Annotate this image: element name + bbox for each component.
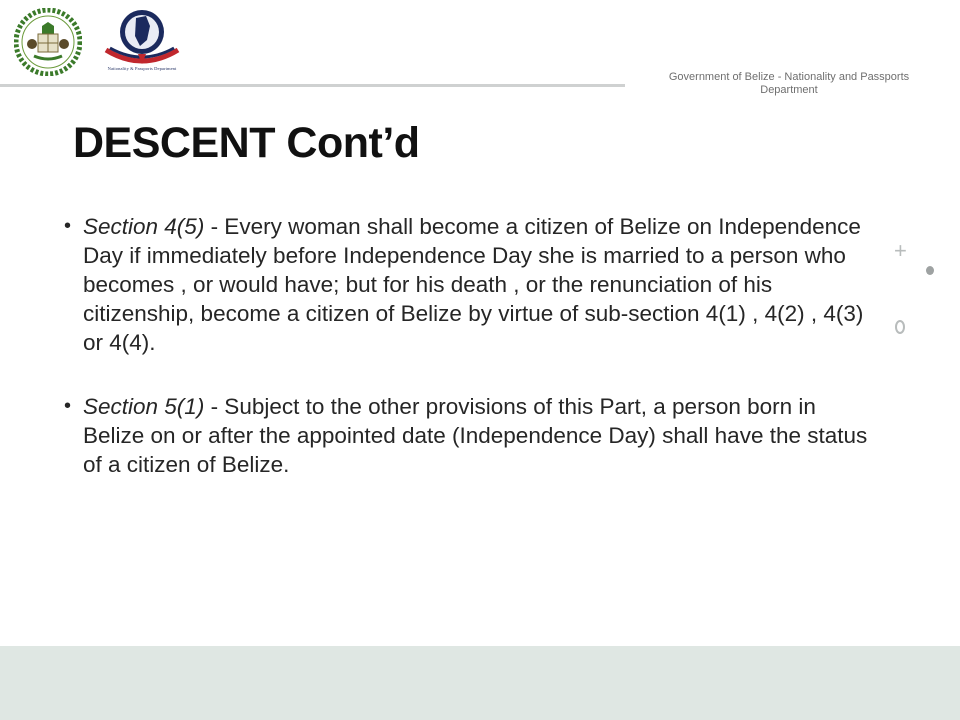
bullet-text: - Every woman shall become a citizen of Belize on Independence Day if immediately before Independence Day she is married to a person who becomes , or would have; but for his death , or the renunciation of his citizenship, become a citizen of Belize by virtue of sub-section 4(1) , 4(2) , 4(3) or 4(4).: [83, 214, 864, 355]
ring-icon: [895, 320, 905, 334]
bullet-text: - Subject to the other provisions of this Part, a person born in Belize on or after the appointed date (Independence Day) shall have the status of a citizen of Belize.: [83, 394, 868, 477]
footer-band: [0, 646, 960, 720]
section-reference: Section 5(1): [83, 394, 205, 419]
slide-title: DESCENT Cont’d: [73, 119, 420, 167]
header-org-text: Government of Belize - Nationality and Passports Department: [668, 71, 910, 96]
dot-icon: [926, 266, 934, 275]
section-reference: Section 4(5): [83, 214, 205, 239]
header-rule: [0, 84, 625, 87]
bullet-marker: •: [64, 395, 72, 417]
bullet-item: [62, 392, 872, 479]
coat-of-arms-logo: [14, 8, 82, 76]
dept-logo-caption: Nationality & Passports Department: [107, 66, 177, 71]
bullet-list: [62, 212, 872, 479]
bullet-marker: •: [64, 215, 72, 237]
bullet-item: [62, 212, 872, 357]
plus-icon: +: [894, 238, 907, 263]
